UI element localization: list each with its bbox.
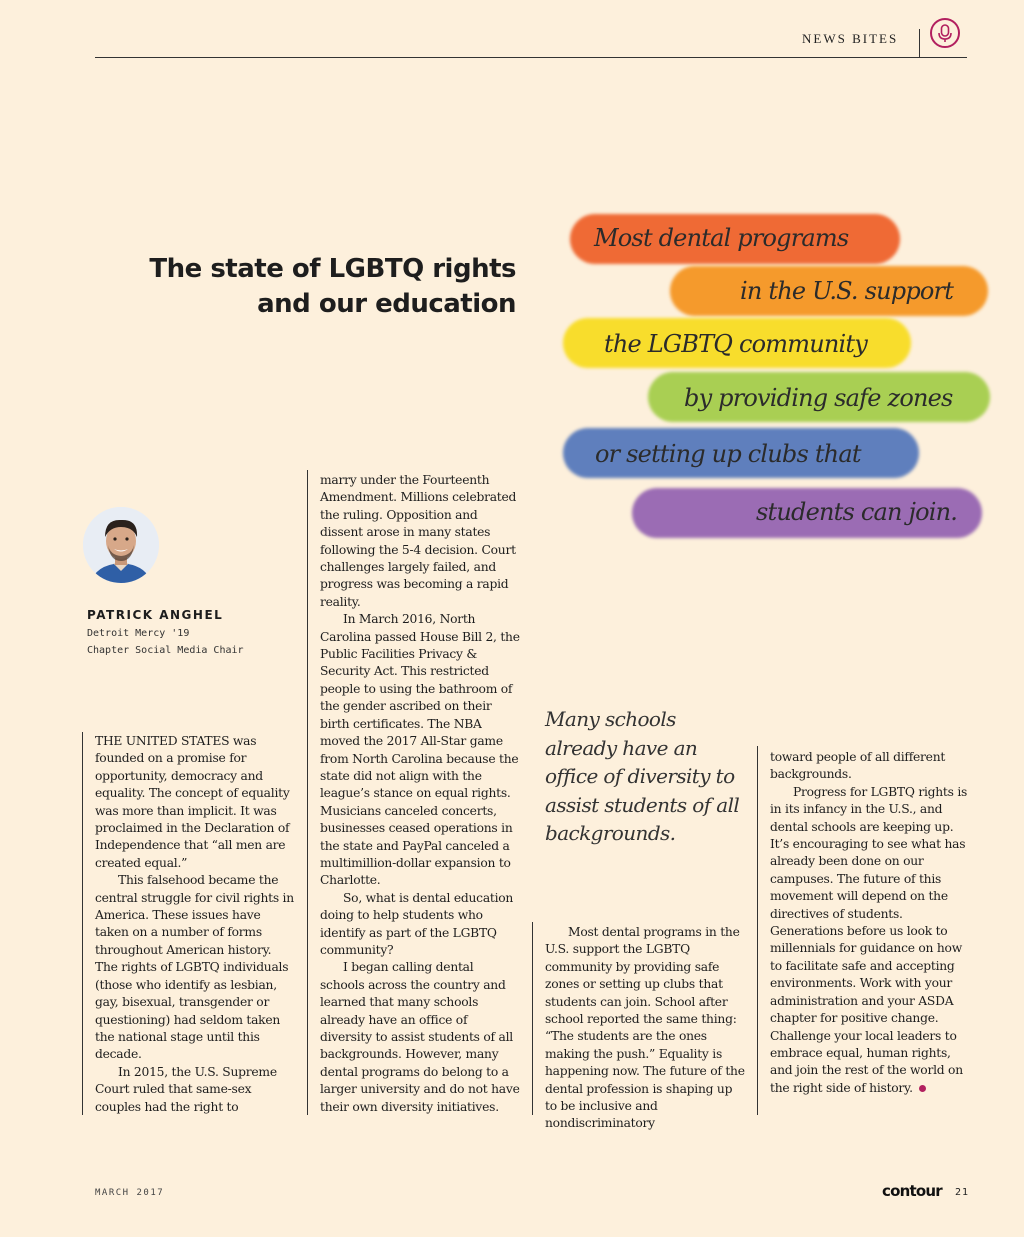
paragraph: In 2015, the U.S. Supreme Court ruled that same-sex couples had the right to	[95, 1064, 277, 1114]
column-rule-2	[307, 470, 308, 1115]
author-name: PATRICK ANGHEL	[87, 608, 224, 622]
author-role: Chapter Social Media Chair	[87, 645, 244, 656]
paragraph: Progress for LGBTQ rights is in its infancy in the U.S., and dental schools are keeping up. It’s encouraging to see what has already been done on our campuses. The future of this movement will depend on the directives of students. Generations before us look to millennials for guidance on how to facilitate safe and accepting environments. Work with your administration and your ASDA chapter for positive change. Challenge your local leaders to embrace equal, human rights, and join the rest of the world on the right side of history.	[770, 784, 968, 1095]
body-column-2	[320, 472, 520, 1116]
column-rule-3	[532, 922, 533, 1115]
body-column-3	[545, 924, 745, 1133]
footer-date: MARCH 2017	[95, 1188, 165, 1198]
article-title	[120, 252, 516, 322]
page-number: 21	[955, 1187, 970, 1198]
body-column-4	[770, 749, 970, 1097]
banner-line-5: or setting up clubs that	[595, 440, 861, 468]
title-line-2: and our education	[257, 289, 516, 319]
body-column-1	[95, 733, 295, 1116]
banner-line-3: the LGBTQ community	[604, 330, 867, 358]
banner-line-6: students can join.	[756, 498, 958, 526]
author-avatar	[83, 507, 159, 583]
paragraph: THE UNITED STATES was founded on a promise for opportunity, democracy and equality. The concept of equality was more than implicit. It was proclaimed in the Declaration of Independence that “all men are created equal.”	[95, 734, 290, 870]
column-rule-4	[757, 746, 758, 1115]
header-rule	[95, 57, 967, 58]
title-line-1: The state of LGBTQ rights	[149, 254, 516, 284]
paragraph: This falsehood became the central struggle for civil rights in America. These issues have taken on a number of forms throughout American history. The rights of LGBTQ individuals (those who identify as lesbian, gay, bisexual, transgender or questioning) had seldom taken the national stage until this decade.	[95, 873, 294, 1062]
contour-logo: contour	[882, 1182, 942, 1200]
column-rule-1	[82, 732, 83, 1115]
paragraph: Most dental programs in the U.S. support the LGBTQ community by providing safe zones or setting up clubs that students can join. School after school reported the same thing: “The students are the ones making the push.” Equality is happening now. The future of the dental profession is shaping up to be inclusive and nondiscriminatory	[545, 925, 745, 1131]
author-school: Detroit Mercy '19	[87, 628, 190, 639]
banner-line-2: in the U.S. support	[740, 277, 954, 305]
banner-line-1: Most dental programs	[594, 224, 849, 252]
microphone-icon	[930, 18, 960, 48]
paragraph: I began calling dental schools across the country and learned that many schools already have an office of diversity to assist students of all backgrounds. However, many dental programs do belong to a larger university and do not have their own diversity initiatives.	[320, 960, 520, 1114]
paragraph: In March 2016, North Carolina passed House Bill 2, the Public Facilities Privacy & Security Act. This restricted people to using the bathroom of the gender ascribed on their birth certificates. The NBA moved the 2017 All-Star game from North Carolina because the state did not align with the league’s stance on equal rights. Musicians canceled concerts, businesses ceased operations in the state and PayPal canceled a multimillion-dollar expansion to Charlotte.	[320, 612, 520, 888]
section-label: NEWS BITES	[802, 31, 899, 46]
paragraph: So, what is dental education doing to help students who identify as part of the LGBTQ community?	[320, 890, 514, 957]
paragraph: toward people of all different backgrounds.	[770, 750, 946, 782]
header-divider	[919, 29, 920, 57]
pull-quote: Many schools already have an office of diversity to assist students of all backgrounds.	[545, 707, 740, 845]
banner-line-4: by providing safe zones	[684, 384, 953, 412]
end-mark-icon	[919, 1085, 926, 1092]
paragraph: marry under the Fourteenth Amendment. Millions celebrated the ruling. Opposition and dissent arose in many states following the 5-4 decision. Court challenges largely failed, and progress was becoming a rapid reality.	[320, 473, 517, 609]
